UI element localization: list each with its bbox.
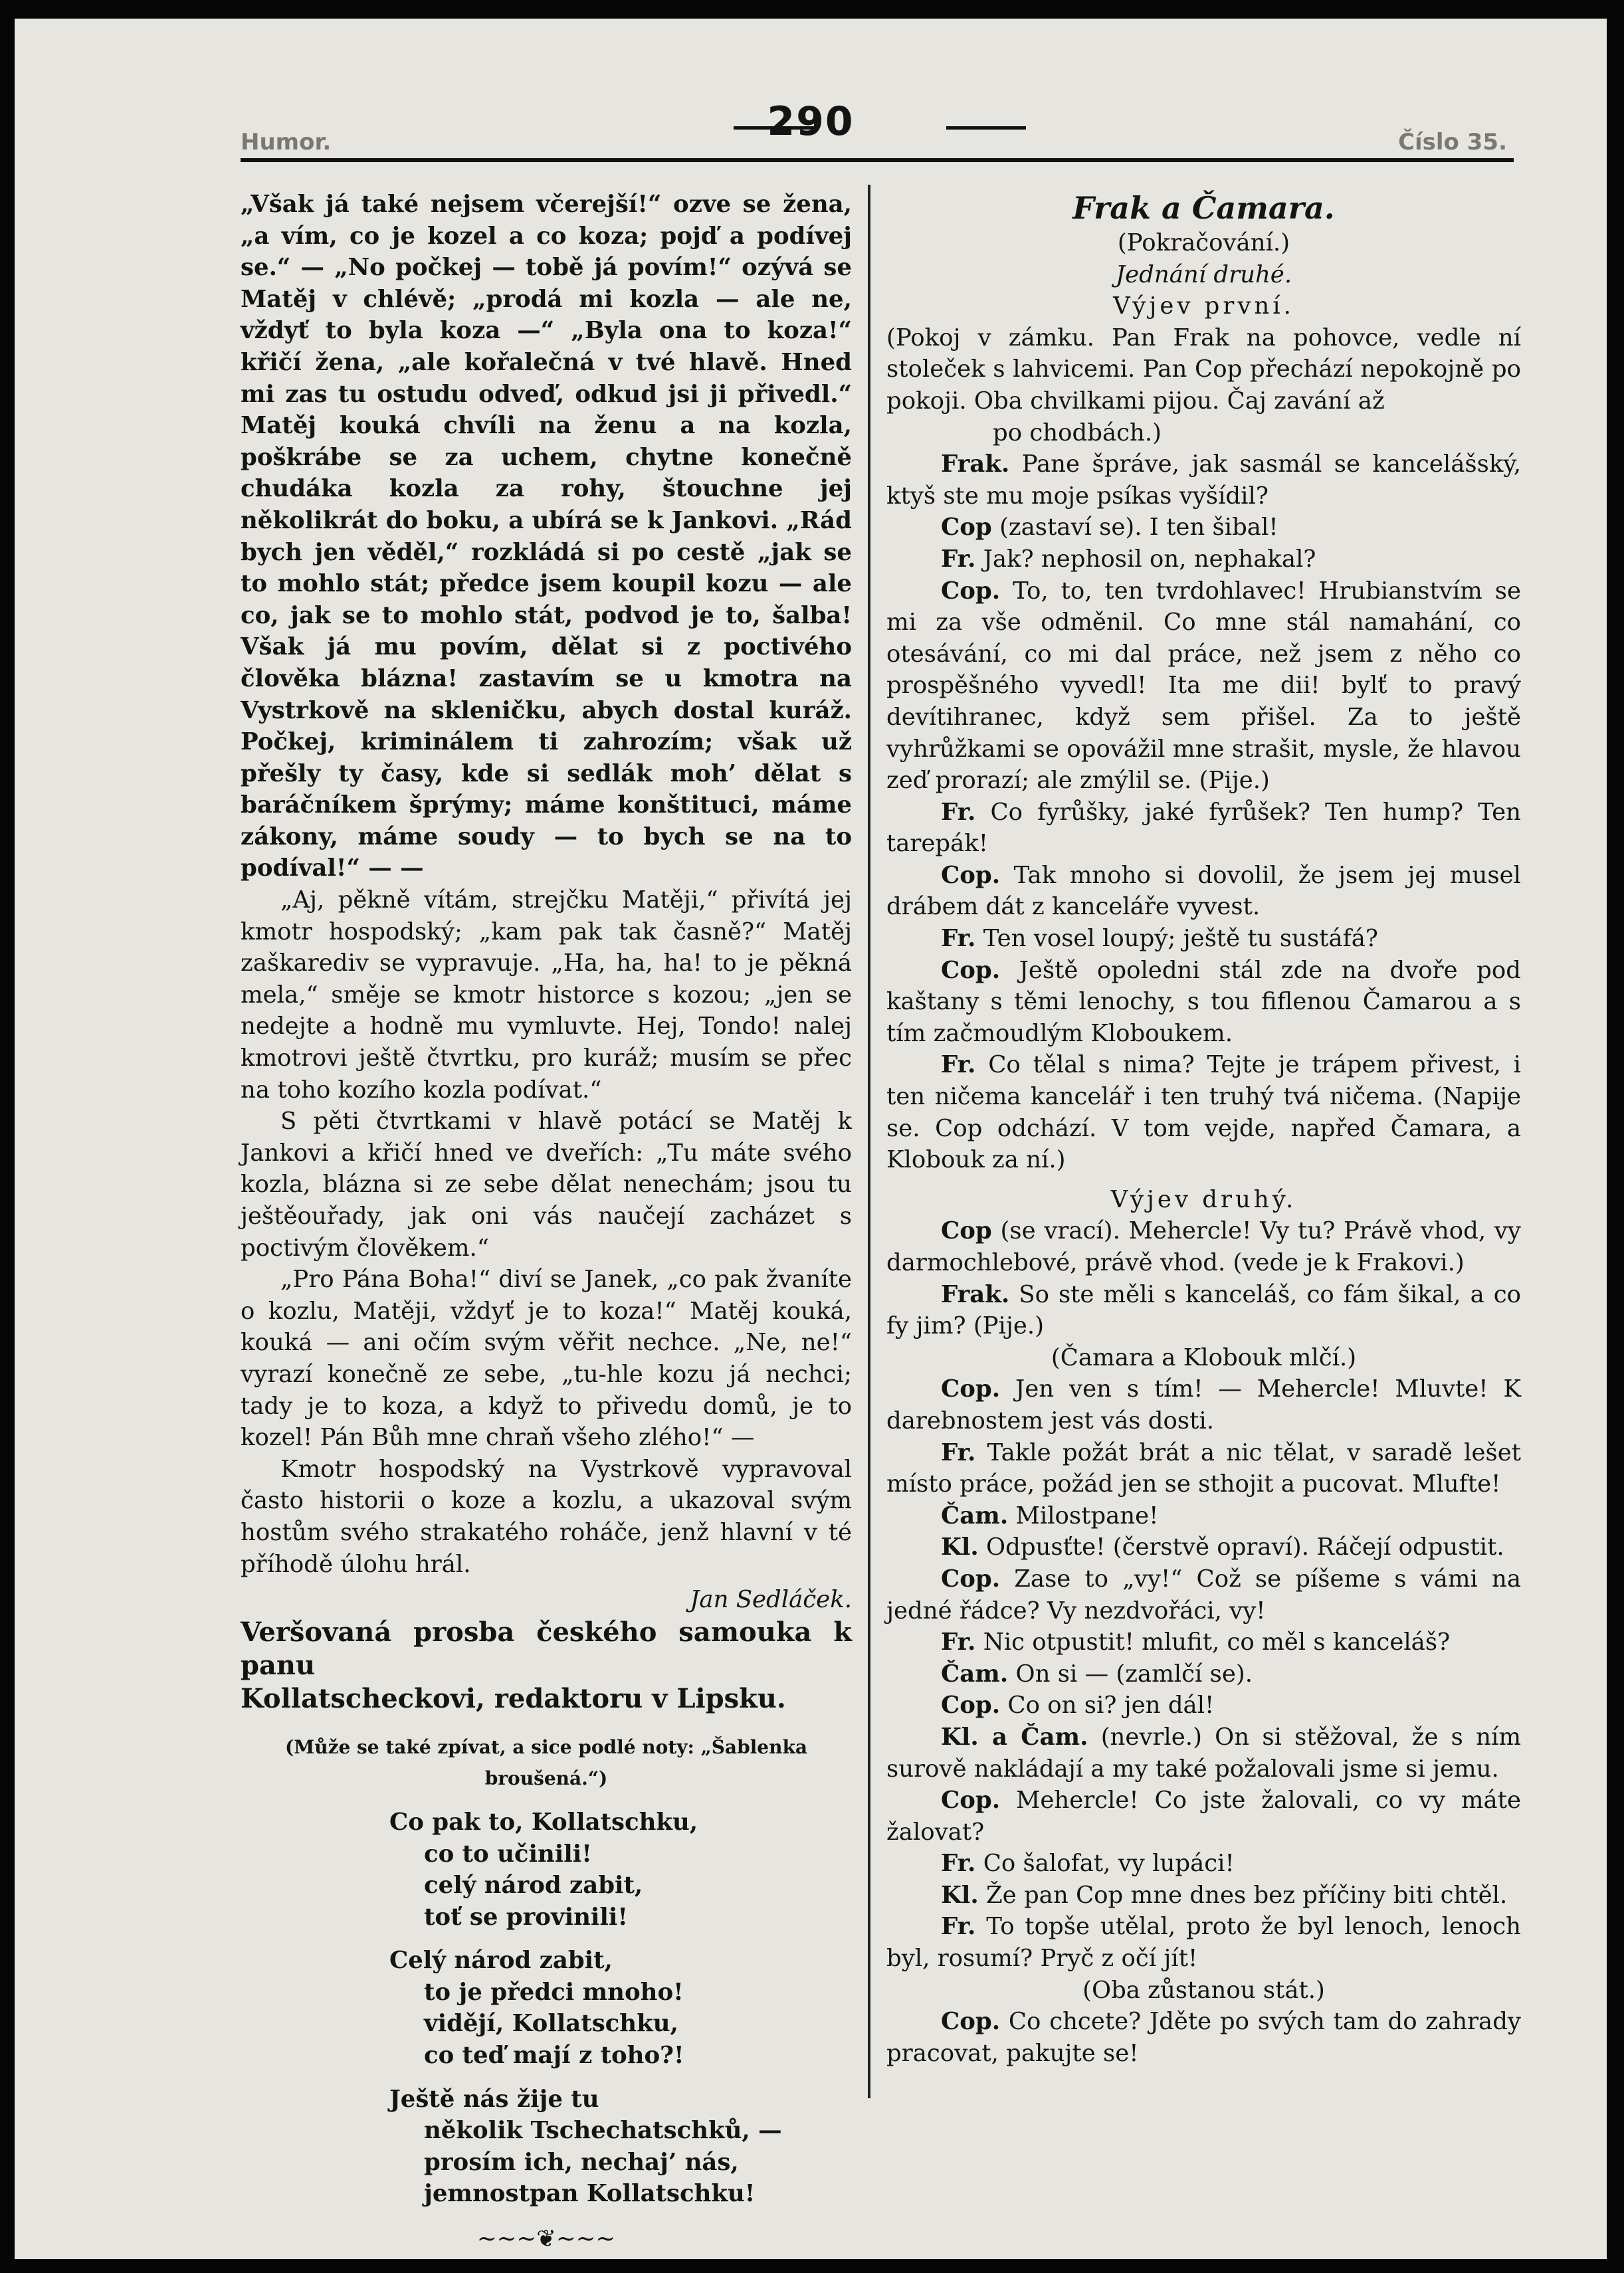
line-text: Ještě opoledni stál zde na dvoře pod kaštany s těmi lenochy, s tou fiflenou Čamarou a s tím začmoudlým Kloboukem. xyxy=(886,956,1521,1047)
poem-line: co to učinili! xyxy=(424,1840,592,1868)
line-text: Co on si? jen dál! xyxy=(1007,1692,1215,1720)
dialogue-line xyxy=(886,1279,1521,1342)
poem-line: Celý národ zabit, xyxy=(389,1947,613,1975)
right-column xyxy=(886,189,1521,2069)
poem-title-line: Veršovaná prosba českého samouka k panu xyxy=(241,1616,852,1681)
dialogue-line xyxy=(886,1500,1521,1532)
continuation-note: (Pokračování.) xyxy=(1117,229,1290,256)
speaker: Čam. xyxy=(941,1660,1009,1688)
poem xyxy=(241,1807,852,2210)
scene1-dialogue xyxy=(886,448,1521,1176)
dialogue-line xyxy=(886,1627,1521,1658)
story-paragraph: „Však já také nejsem včerejší!“ ozve se žena, „a vím, co je kozel a co koza; pojď a podívej se.“ — „No počkej — tobě já povím!“ ozývá se Matěj v chlévě; „prodá mi kozla — ale ne, vždyť to byla koza —“ „Byla ona to koza!“ křičí žena, „ale kořalečná v tvé hlavě. Hned mi zas tu ostudu odveď, odkud jsi ji přivedl.“ Matěj kouká chvíli na ženu a na kozla, poškrábe se za uchem, chytne konečně chudáka kozla za rohy, štouchne jej několikrát do boku, a ubírá se k Jankovi. „Rád bych jen věděl,“ rozkládá si po cestě „jak se to mohlo stát; předce jsem koupil kozu — ale co, jak se to mohlo stát, podvod je to, šalba! Však já mu povím, dělat si z poctivého člověka blázna! zastavím se u kmotra na Vystrkově na skleničku, abych dostal kuráž. Počkej, kriminálem ti zahrozím; však už přešly ty časy, kde si sedlák moh’ dělat s baráčníkem šprýmy; máme konštituci, máme zákony, máme soudy — to bych se na to podíval!“ — — xyxy=(241,191,852,882)
dialogue-line xyxy=(886,1848,1521,1880)
speaker: Cop. xyxy=(941,861,1001,889)
speaker: Cop. xyxy=(941,1565,1001,1593)
dialogue-line xyxy=(886,797,1521,860)
header-rule xyxy=(241,158,1514,162)
dialogue-line xyxy=(886,923,1521,955)
line-text: Milostpane! xyxy=(1015,1502,1159,1530)
line-text: Zase to „vy!“ Což se píšeme s vámi na jedné řádce? Vy nezdvořáci, vy! xyxy=(886,1565,1521,1625)
line-text: Co fyrůšky, jaké fyrůšek? Ten hump? Ten tarepák! xyxy=(886,798,1521,858)
stage-direction: (Čamara a Klobouk mlčí.) xyxy=(1051,1343,1357,1371)
left-column xyxy=(241,189,852,2255)
column-divider xyxy=(868,185,870,2098)
line-text: (nevrle.) On si stěžoval, že s ním surově nakládají a my také požalovali jsme si jemu. xyxy=(886,1723,1521,1783)
speaker: Fr. xyxy=(941,925,976,953)
line-text: Pane špráve, jak sasmál se kancelášský, ktyš ste mu moje psíkas vyšídil? xyxy=(886,450,1521,510)
speaker: Cop. xyxy=(941,577,1001,605)
dialogue-line xyxy=(886,1880,1521,1912)
speaker: Fr. xyxy=(941,1438,976,1466)
speaker: Kl. a Čam. xyxy=(941,1723,1088,1751)
line-text: Tak mnoho si dovolil, že jsem jej musel drábem dát z kanceláře vyvest. xyxy=(886,861,1521,921)
line-text: Že pan Cop mne dnes bez příčiny biti chtěl. xyxy=(986,1881,1508,1909)
ornament-divider: ~~~❦~~~ xyxy=(476,2225,616,2253)
speaker: Cop. xyxy=(941,2008,1001,2036)
stage-direction: (Oba zůstanou stát.) xyxy=(1082,1976,1325,2004)
dialogue-line xyxy=(886,448,1521,512)
speaker: Fr. xyxy=(941,1850,976,1878)
line-text: (zastaví se). I ten šibal! xyxy=(999,514,1278,542)
dialogue-line xyxy=(886,1532,1521,1563)
newspaper-page xyxy=(15,19,1607,2259)
scene-heading: Výjev druhý. xyxy=(1110,1185,1297,1213)
line-text: (se vrací). Mehercle! Vy tu? Právě vhod, vy darmochlebové, právě vhod. (vede je k Frakovi.) xyxy=(886,1217,1521,1276)
speaker: Cop. xyxy=(941,1692,1001,1720)
speaker: Frak. xyxy=(941,450,1010,478)
speaker: Fr. xyxy=(941,1913,976,1941)
poem-note: (Může se také zpívat, a sice podlé noty: „Šablenka broušená.“) xyxy=(284,1735,808,1790)
poem-title-line: Kollatscheckovi, redaktoru v Lipsku. xyxy=(241,1682,786,1714)
dialogue-line xyxy=(886,955,1521,1050)
header-left-faint: Humor. xyxy=(241,129,332,155)
dialogue-line xyxy=(886,1215,1521,1278)
line-text: Odpusťte! (čerstvě opraví). Ráčejí odpustit. xyxy=(986,1533,1504,1561)
dialogue-line xyxy=(886,2006,1521,2069)
scene2-dialogue xyxy=(886,1215,1521,2069)
dialogue-line xyxy=(886,1911,1521,1974)
poem-line: prosím ich, nechaj’ nás, xyxy=(424,2148,739,2176)
line-text: On si — (zamlčí se). xyxy=(1015,1660,1253,1688)
story-paragraph: „Pro Pána Boha!“ diví se Janek, „co pak žvaníte o kozlu, Matěji, vždyť je to koza!“ Matěj kouká, kouká — ani očím svým věřit nechce. „Ne, ne!“ vyrazí konečně ze sebe, „tu-hle kozu já nechci; tady je to koza, a když to přivedu domů, je to kozel! Pán Bůh mne chraň všeho zlého!“ — xyxy=(241,1266,852,1452)
dialogue-line xyxy=(886,575,1521,797)
dialogue-line xyxy=(886,1437,1521,1500)
poem-stanza xyxy=(241,2084,852,2210)
dialogue-line xyxy=(886,1658,1521,1690)
dialogue-line xyxy=(886,1373,1521,1436)
speaker: Kl. xyxy=(941,1881,979,1909)
dialogue-line xyxy=(886,1722,1521,1785)
speaker: Cop xyxy=(941,1217,992,1245)
line-text: Co chcete? Jděte po svých tam do zahrady pracovat, pakujte se! xyxy=(886,2008,1521,2067)
dialogue-line xyxy=(886,860,1521,923)
story-paragraph: S pěti čtvrtkami v hlavě potácí se Matěj k Jankovi a křičí hned ve dveřích: „Tu máte svého kozla, blázna si ze sebe dělat nenechám; jsou tu ještěouřady, jak oni vás naučejí zacházet s poctivým člověkem.“ xyxy=(241,1108,852,1262)
poem-stanza xyxy=(241,1807,852,1933)
scene-heading: Výjev první. xyxy=(1113,292,1294,320)
line-text: Nic otpustit! mlufit, co měl s kanceláš? xyxy=(983,1629,1451,1656)
speaker: Cop. xyxy=(941,1787,1001,1815)
dialogue-line xyxy=(886,1049,1521,1175)
stage-direction: po chodbách.) xyxy=(993,419,1162,446)
speaker: Frak. xyxy=(941,1280,1010,1308)
stage-direction: (Pokoj v zámku. Pan Frak na pohovce, vedle ní stoleček s lahvicemi. Pan Cop přechází nepokojně po pokoji. Oba chvilkami pijou. Čaj zavání až xyxy=(886,324,1521,415)
poem-line: několik Tschechatschků, — xyxy=(424,2117,782,2145)
dialogue-line xyxy=(886,544,1521,575)
story-paragraph: Kmotr hospodský na Vystrkově vypravoval často historii o koze a kozlu, a ukazoval svým hostům svého strakatého roháče, jenž hlavní v té příhodě úlohu hrál. xyxy=(241,1455,852,1578)
speaker: Cop xyxy=(941,514,992,542)
speaker: Fr. xyxy=(941,1051,976,1079)
line-text: Ten vosel loupý; ještě tu sustáfá? xyxy=(983,925,1378,953)
dialogue-line xyxy=(886,1563,1521,1627)
line-text: Co tělal s nima? Tejte je trápem přivest, i ten ničema kancelář i ten truhý tvá ničema. (Napije se. Cop odchází. V tom vejde, napřed Čamara, a Klobouk za ní.) xyxy=(886,1051,1521,1174)
act-heading: Jednání druhé. xyxy=(1115,260,1292,288)
dialogue-line xyxy=(886,512,1521,544)
line-text: To, to, ten tvrdohlavec! Hrubianstvím se mi za vše odměnil. Co mne stál namahání, co otesávání, co mi dal práce, než jsem z něho co prospěšného vyvedl! Ita me dii! bylť to pravý devítihranec, když sem přišel. Za to ještě vyhrůžkami se opovážil mne strašit, mysle, že hlavou zeď prorazí; ale zmýlil se. (Pije.) xyxy=(886,577,1521,795)
line-text: Mehercle! Co jste žalovali, co vy máte žalovat? xyxy=(886,1787,1521,1846)
poem-line: toť se provinili! xyxy=(424,1903,628,1931)
poem-line: Co pak to, Kollatschku, xyxy=(389,1808,698,1836)
page-header xyxy=(15,98,1607,165)
poem-line: to je předci mnoho! xyxy=(424,1978,684,2006)
poem-line: jemnostpan Kollatschku! xyxy=(424,2180,756,2208)
poem-line: vidějí, Kollatschku, xyxy=(424,2010,678,2038)
speaker: Fr. xyxy=(941,798,976,826)
dialogue-line xyxy=(886,1785,1521,1848)
speaker: Kl. xyxy=(941,1533,979,1561)
poem-title xyxy=(241,1616,852,1716)
line-text: Takle požát brát a nic tělat, v saradě lešet místo práce, požád jen se sthojit a pucovat. Mlufte! xyxy=(886,1438,1521,1498)
page-number: 290 xyxy=(767,98,855,145)
speaker: Fr. xyxy=(941,545,976,573)
header-right-faint: Číslo 35. xyxy=(1398,129,1507,155)
story-author: Jan Sedláček. xyxy=(690,1586,852,1614)
poem-line: celý národ zabit, xyxy=(424,1872,643,1900)
poem-stanza xyxy=(241,1945,852,2071)
line-text: To topše utělal, proto že byl lenoch, lenoch byl, rosumí? Pryč z očí jít! xyxy=(886,1913,1521,1973)
line-text: So ste měli s kanceláš, co fám šikal, a co fy jim? (Pije.) xyxy=(886,1280,1521,1340)
line-text: Co šalofat, vy lupáci! xyxy=(983,1850,1235,1878)
story-paragraph: „Aj, pěkně vítám, strejčku Matěji,“ přivítá jej kmotr hospodský; „kam pak tak časně?“ Matěj zaškarediv se vypravuje. „Ha, ha, ha! to je pěkná mela,“ směje se kmotr historce s kozou; „jen se nedejte a hodně mu vymluvte. Hej, Tondo! nalej kmotrovi ještě čtvrtku, pro kuráž; musím se přec na toho kozího kozla podívat.“ xyxy=(241,886,852,1104)
speaker: Cop. xyxy=(941,1375,1001,1403)
line-text: Jen ven s tím! — Mehercle! Mluvte! K darebnostem jest vás dosti. xyxy=(886,1375,1521,1434)
header-dash-right xyxy=(946,126,1026,130)
play-title: Frak a Čamara. xyxy=(1072,190,1335,226)
speaker: Fr. xyxy=(941,1629,976,1656)
poem-line: Ještě nás žije tu xyxy=(389,2085,599,2113)
speaker: Cop. xyxy=(941,956,1001,984)
poem-line: co teď mají z toho?! xyxy=(424,2042,684,2070)
speaker: Čam. xyxy=(941,1502,1009,1530)
dialogue-line xyxy=(886,1690,1521,1722)
line-text: Jak? nephosil on, nephakal? xyxy=(983,545,1316,573)
